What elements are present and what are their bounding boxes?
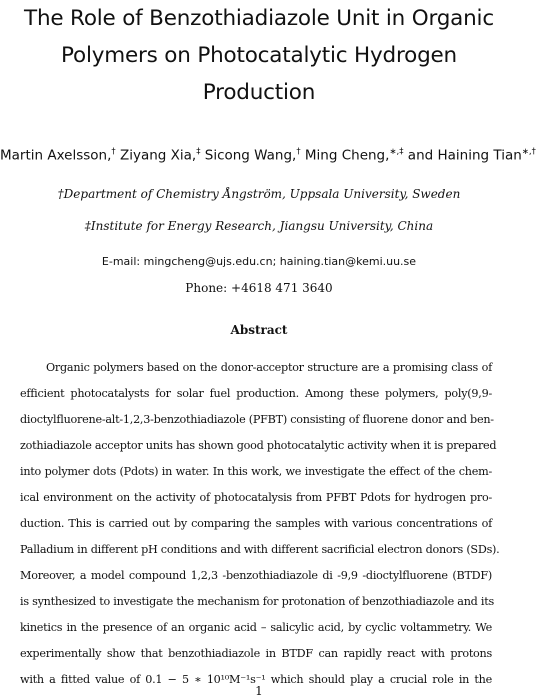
author-name: Sicong Wang, (204, 147, 297, 164)
abstract-line: efficient photocatalysts for solar fuel production. Among these polymers, poly(9,9- (20, 387, 492, 400)
author-affiliation-mark: † (111, 147, 116, 157)
abstract-line: Organic polymers based on the donor-acceptor structure are a promising class of (46, 361, 492, 374)
contact-email: E-mail: mingcheng@ujs.edu.cn; haining.tian@kemi.uu.se (101, 255, 417, 268)
author-name: Martin Axelsson, (0, 147, 112, 164)
author-affiliation-mark: ‡ (196, 147, 201, 157)
author-affiliation-mark: † (296, 147, 301, 157)
abstract-body (20, 355, 500, 693)
abstract-line: into polymer dots (Pdots) in water. In this work, we investigate the effect of the chem- (20, 465, 492, 478)
author-affiliation-mark: ∗,† (521, 147, 536, 157)
paper-title (0, 0, 518, 111)
title-line-2: Polymers on Photocatalytic Hydrogen (61, 43, 457, 68)
author-affiliation-mark: ∗,‡ (389, 147, 404, 157)
author-name: Ming Cheng, (304, 147, 390, 164)
abstract-line: is synthesized to investigate the mechanism for protonation of benzothiadiazole and its (20, 595, 494, 608)
author-name: and Haining Tian (407, 147, 522, 164)
author-list (0, 147, 536, 164)
abstract-line: ical environment on the activity of photocatalysis from PFBT Pdots for hydrogen pro- (20, 491, 492, 504)
abstract-line: zothiadiazole acceptor units has shown good photocatalytic activity when it is prepared (20, 439, 497, 452)
affiliation-uppsala: †Department of Chemistry Ångström, Uppsala University, Sweden (57, 187, 461, 201)
title-line-1: The Role of Benzothiadiazole Unit in Organic (24, 6, 494, 31)
page-number: 1 (255, 684, 263, 698)
abstract-heading: Abstract (230, 323, 288, 337)
abstract-line: dioctylfluorene-alt-1,2,3-benzothiadiazole (PFBT) consisting of fluorene donor and ben- (20, 413, 494, 426)
abstract-line: experimentally show that benzothiadiazole in BTDF can rapidly react with protons (20, 647, 492, 660)
abstract-line: with a fitted value of 0.1 − 5 ∗ 10¹⁰M⁻¹s⁻¹ which should play a crucial role in the (20, 673, 492, 686)
title-line-3: Production (202, 80, 316, 105)
abstract-line: Palladium in different pH conditions and with different sacrificial electron donors (SDs). (20, 543, 500, 556)
contact-phone: Phone: +4618 471 3640 (185, 281, 333, 295)
affiliation-jiangsu: ‡Institute for Energy Research, Jiangsu University, China (84, 219, 434, 233)
abstract-line: kinetics in the presence of an organic acid – salicylic acid, by cyclic voltammetry. We (20, 621, 492, 634)
abstract-line: Moreover, a model compound 1,2,3 -benzothiadiazole di -9,9 -dioctylfluorene (BTDF) (20, 569, 492, 582)
abstract-line: duction. This is carried out by comparing the samples with various concentrations of (20, 517, 492, 530)
author-name: Ziyang Xia, (119, 147, 197, 164)
